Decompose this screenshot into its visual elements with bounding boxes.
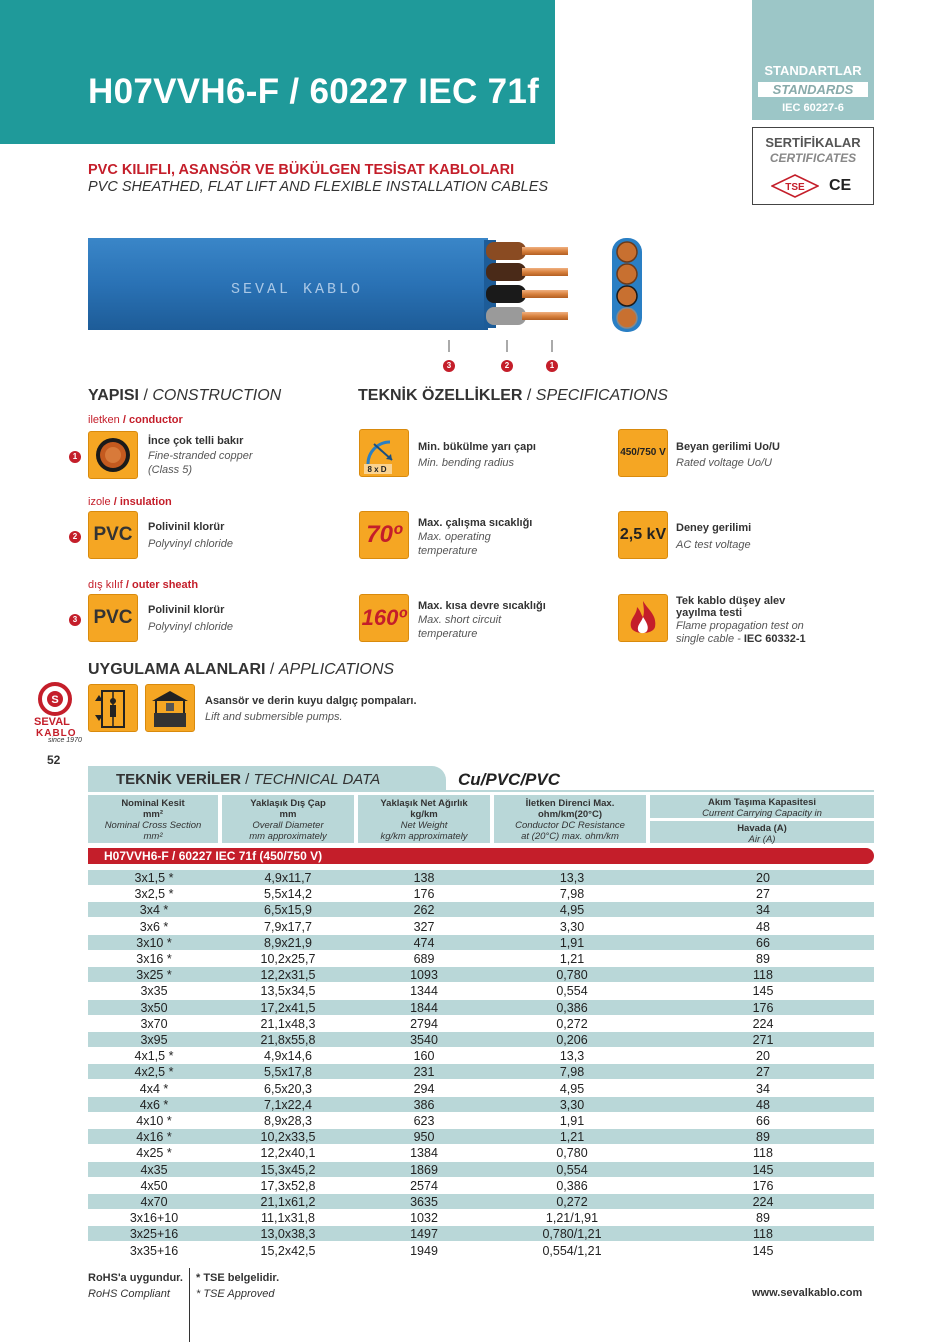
table-cell: 1093 — [410, 968, 438, 983]
tse-note-tr: * TSE belgelidir. — [196, 1272, 280, 1284]
table-cell: 1344 — [410, 984, 438, 999]
table-cell: 176 — [413, 887, 435, 902]
temp-op-en2: temperature — [418, 545, 478, 557]
pvc-icon: PVC — [88, 511, 138, 559]
table-cell: 66 — [756, 935, 770, 950]
table-cell: 4x50 — [140, 1178, 168, 1193]
table-cell: 7,1x22,4 — [264, 1097, 312, 1112]
table-row — [88, 1145, 874, 1161]
table-cell: 5,5x14,2 — [264, 887, 312, 902]
conductor-name-en: Fine-stranded copper — [148, 450, 253, 462]
table-cell: 3540 — [410, 1033, 438, 1047]
col-header-resistance: İletken Direnci Max. ohm/km(20°C) Conductor DC Resistance at (20°C) max. ohm/km — [494, 795, 646, 843]
seval-logo-icon — [36, 682, 82, 716]
table-cell: 3x2,5 * — [134, 887, 174, 902]
table-cell: 4x6 * — [139, 1097, 169, 1112]
col-header-capacity: Akım Taşıma Kapasitesi Current Carrying Capacity in — [650, 795, 874, 818]
table-cell: 10,2x33,5 — [260, 1130, 316, 1145]
insulation-tag: izole / insulation — [88, 496, 172, 508]
standards-label-en: STANDARDS — [772, 82, 854, 97]
table-row — [88, 1194, 874, 1210]
tse-note-en: * TSE Approved — [196, 1288, 275, 1300]
table-cell: 4x70 — [140, 1195, 168, 1209]
core-black — [486, 285, 526, 303]
temperature-70-icon: 70º — [359, 511, 409, 559]
table-row — [88, 919, 874, 935]
certificates-label-en: CERTIFICATES — [769, 151, 857, 165]
core-brown-2 — [486, 263, 526, 281]
table-row — [88, 1210, 874, 1226]
page-number: 52 — [47, 753, 61, 767]
table-cell: 8,9x28,3 — [264, 1114, 312, 1128]
standards-box — [752, 0, 874, 120]
svg-text:S: S — [51, 694, 59, 706]
table-cell: 3x70 — [140, 1016, 168, 1031]
tse-mark-icon — [771, 174, 819, 198]
table-cell: 3x6 * — [139, 919, 169, 934]
table-cell: 13,3 — [559, 871, 585, 885]
table-cell: 3x1,5 * — [134, 871, 174, 885]
table-cell: 176 — [752, 1000, 774, 1015]
flame-tr2: yayılma testi — [676, 607, 743, 619]
table-cell: 17,3x52,8 — [260, 1178, 316, 1193]
material-label: Cu/PVC/PVC — [458, 770, 561, 789]
table-cell: 4x4 * — [139, 1081, 169, 1096]
core-grey — [486, 307, 526, 325]
bend-tr: Min. bükülme yarı çapı — [418, 441, 536, 453]
table-cell: 224 — [752, 1016, 774, 1031]
table-cell: 327 — [413, 919, 435, 934]
table-cell: 623 — [413, 1114, 435, 1128]
table-cell: 8,9x21,9 — [264, 935, 312, 950]
table-row — [88, 1178, 874, 1194]
applications-en: Lift and submersible pumps. — [205, 711, 343, 723]
table-cell: 1,21 — [559, 1130, 585, 1145]
table-cell: 13,0x38,3 — [260, 1227, 316, 1242]
specifications-heading: TEKNİK ÖZELLİKLER / SPECIFICATIONS — [358, 387, 668, 404]
table-cell: 5,5x17,8 — [264, 1065, 312, 1080]
table-cell: 118 — [753, 1146, 773, 1161]
insulation-name-tr: Polivinil klorür — [148, 521, 225, 533]
table-cell: 1,91 — [559, 935, 585, 950]
table-cell: 0,206 — [556, 1033, 588, 1047]
table-row — [88, 1016, 874, 1032]
table-cell: 4x25 * — [136, 1146, 172, 1161]
table-row — [88, 967, 874, 983]
applications-tr: Asansör ve derin kuyu dalgıç pompaları. — [205, 695, 417, 707]
table-cell: 3x95 — [140, 1033, 168, 1047]
tse-mark-text: TSE — [785, 182, 805, 193]
table-cell: 474 — [413, 935, 435, 950]
standards-value: IEC 60227-6 — [782, 102, 844, 114]
subtitle-tr: PVC KILIFLI, ASANSÖR VE BÜKÜLGEN TESİSAT KABLOLARI — [88, 162, 515, 178]
logo-since: since 1970 — [48, 737, 82, 744]
copper-strands-icon — [88, 431, 138, 479]
core-brown-1 — [486, 242, 526, 260]
table-cell: 2574 — [410, 1178, 438, 1193]
table-cell: 4,95 — [559, 1081, 585, 1096]
table-cell: 48 — [756, 1097, 770, 1112]
table-cell: 4x2,5 * — [134, 1065, 174, 1080]
cable-print: SEVAL KABLO — [231, 281, 364, 298]
item-number-1: 1 — [69, 451, 81, 463]
table-cell: 7,9x17,7 — [264, 919, 312, 934]
table-cell: 12,2x40,1 — [260, 1146, 316, 1161]
table-cell: 0,780 — [556, 1146, 588, 1161]
table-cell: 1032 — [410, 1211, 438, 1226]
col-header-section: Nominal Kesit mm² Nominal Cross Section mm² — [88, 795, 218, 843]
table-cell: 294 — [413, 1081, 435, 1096]
table-cell: 4,95 — [559, 903, 585, 918]
table-cell: 7,98 — [559, 887, 585, 902]
table-cell: 3x35+16 — [129, 1243, 179, 1258]
table-cell: 0,386 — [556, 1178, 588, 1193]
elevator-icon — [88, 684, 138, 732]
table-cell: 3x25 * — [136, 968, 172, 983]
table-cell: 0,780 — [556, 968, 588, 983]
table-cell: 20 — [756, 871, 770, 885]
table-cell: 15,3x45,2 — [260, 1162, 316, 1177]
table-cell: 138 — [413, 871, 435, 885]
table-row — [88, 935, 874, 951]
rohs-tr: RoHS'a uygundur. — [88, 1272, 183, 1284]
bend-en: Min. bending radius — [418, 457, 515, 469]
footer-divider — [189, 1268, 190, 1342]
table-cell: 11,1x31,8 — [261, 1211, 315, 1226]
logo-name2: KABLO — [36, 728, 77, 739]
table-cell: 13,3 — [559, 1049, 585, 1064]
table-cell: 27 — [756, 1065, 770, 1080]
page-title: H07VVH6-F / 60227 IEC 71f — [88, 72, 540, 111]
table-cell: 3x35 — [140, 984, 168, 999]
table-cell: 1,21/1,91 — [545, 1211, 599, 1226]
conductor-tag: iletken / conductor — [88, 414, 183, 426]
table-cell: 34 — [756, 1081, 770, 1096]
col-header-air: Havada (A) Air (A) — [650, 821, 874, 843]
temp-sc-tr: Max. kısa devre sıcaklığı — [418, 600, 546, 612]
table-cell: 1497 — [410, 1227, 438, 1242]
applications-heading: UYGULAMA ALANLARI / APPLICATIONS — [88, 661, 395, 678]
table-cell: 3,30 — [559, 1097, 585, 1112]
item-number-2: 2 — [69, 531, 81, 543]
table-row — [88, 983, 874, 999]
table-cell: 4x10 * — [136, 1114, 172, 1128]
marker-3: 3 — [443, 360, 455, 372]
heading-rule — [88, 790, 874, 792]
table-row — [88, 1000, 874, 1016]
test-tr: Deney gerilimi — [676, 522, 752, 534]
table-cell: 21,8x55,8 — [260, 1033, 316, 1047]
certificates-box — [752, 127, 874, 205]
ce-mark-icon: CE — [829, 177, 852, 194]
table-cell: 4x16 * — [136, 1130, 172, 1145]
logo-name: SEVAL — [34, 716, 70, 728]
standards-label-tr: STANDARTLAR — [764, 63, 862, 78]
table-cell: 66 — [756, 1114, 770, 1128]
conductor-class: (Class 5) — [148, 464, 193, 476]
group-title: H07VVH6-F / 60227 IEC 71f (450/750 V) — [104, 849, 323, 863]
table-row — [88, 951, 874, 967]
table-cell: 118 — [753, 968, 773, 983]
conductor-name-tr: İnce çok telli bakır — [148, 435, 244, 447]
temp-op-en: Max. operating — [418, 531, 491, 543]
rohs-en: RoHS Compliant — [88, 1288, 170, 1300]
table-cell: 271 — [752, 1033, 774, 1047]
table-cell: 224 — [752, 1195, 774, 1209]
temp-sc-en2: temperature — [418, 628, 478, 640]
table-cell: 89 — [756, 1130, 770, 1145]
table-cell: 4x35 — [140, 1162, 168, 1177]
table-row — [88, 1081, 874, 1097]
table-cell: 145 — [752, 984, 774, 999]
flame-en: Flame propagation test on — [676, 620, 804, 632]
table-cell: 21,1x48,3 — [260, 1016, 316, 1031]
table-cell: 3x4 * — [139, 903, 169, 918]
col-header-weight: Yaklaşık Net Ağırlık kg/km Net Weight kg/km approximately — [358, 795, 490, 843]
col-header-diameter: Yaklaşık Dış Çap mm Overall Diameter mm approximately — [222, 795, 354, 843]
table-cell: 6,5x15,9 — [264, 903, 312, 918]
item-number-3: 3 — [69, 614, 81, 626]
table-cell: 4,9x14,6 — [264, 1049, 312, 1064]
table-cell: 6,5x20,3 — [264, 1081, 312, 1096]
table-cell: 689 — [413, 952, 435, 966]
marker-2: 2 — [501, 360, 513, 372]
table-cell: 17,2x41,5 — [260, 1000, 316, 1015]
table-cell: 1,21 — [559, 952, 585, 966]
table-cell: 7,98 — [559, 1065, 585, 1080]
table-cell: 145 — [752, 1243, 774, 1258]
bending-radius-icon — [359, 429, 409, 477]
temp-sc-en: Max. short circuit — [418, 614, 502, 626]
table-cell: 0,386 — [556, 1000, 588, 1015]
table-cell: 176 — [752, 1178, 774, 1193]
table-cell: 262 — [413, 903, 435, 918]
table-row — [88, 1162, 874, 1178]
insulation-name-en: Polyvinyl chloride — [148, 538, 233, 550]
table-row — [88, 870, 874, 886]
table-row — [88, 1129, 874, 1145]
table-cell: 1,91 — [559, 1114, 585, 1128]
table-cell: 13,5x34,5 — [260, 984, 316, 999]
temperature-160-icon: 160º — [359, 594, 409, 642]
table-cell: 386 — [413, 1097, 435, 1112]
table-cell: 3x25+16 — [129, 1227, 179, 1242]
sheath-tag: dış kılıf / outer sheath — [88, 579, 199, 591]
table-row — [88, 886, 874, 902]
table-row — [88, 902, 874, 918]
table-cell: 0,272 — [556, 1016, 588, 1031]
svg-text:8 x D: 8 x D — [367, 465, 387, 474]
table-cell: 160 — [413, 1049, 435, 1064]
table-cell: 0,780/1,21 — [542, 1227, 602, 1242]
table-cell: 1869 — [410, 1162, 438, 1177]
temp-op-tr: Max. çalışma sıcaklığı — [418, 517, 533, 529]
certificates-label-tr: SERTİFİKALAR — [765, 135, 861, 150]
table-cell: 21,1x61,2 — [260, 1195, 316, 1209]
table-cell: 0,272 — [556, 1195, 588, 1209]
website-link[interactable]: www.sevalkablo.com — [752, 1287, 863, 1299]
marker-1: 1 — [546, 360, 558, 372]
table-cell: 10,2x25,7 — [260, 952, 316, 966]
table-cell: 4x1,5 * — [134, 1049, 174, 1064]
table-cell: 34 — [756, 903, 770, 918]
table-row — [88, 1097, 874, 1113]
table-cell: 0,554 — [556, 1162, 588, 1177]
voltage-en: Rated voltage Uo/U — [676, 457, 772, 469]
test-voltage-icon: 2,5 kV — [618, 511, 668, 559]
table-cell: 20 — [756, 1049, 770, 1064]
flame-en2: single cable - IEC 60332-1 — [676, 633, 806, 645]
table-cell: 89 — [756, 1211, 770, 1226]
flame-icon — [618, 594, 668, 642]
table-row — [88, 1243, 874, 1259]
table-cell: 231 — [413, 1065, 435, 1080]
table-cell: 89 — [756, 952, 770, 966]
table-row — [88, 1032, 874, 1048]
table-cell: 1384 — [410, 1146, 438, 1161]
group-title-bar — [88, 848, 874, 864]
table-cell: 27 — [756, 887, 770, 902]
table-row — [88, 1226, 874, 1242]
table-cell: 4,9x11,7 — [264, 871, 312, 885]
table-cell: 15,2x42,5 — [260, 1243, 316, 1258]
table-cell: 3x16 * — [136, 952, 172, 966]
table-cell: 0,554 — [556, 984, 588, 999]
table-cell: 48 — [756, 919, 770, 934]
table-cell: 0,554/1,21 — [542, 1243, 602, 1258]
table-cell: 3635 — [410, 1195, 438, 1209]
sheath-name-tr: Polivinil klorür — [148, 604, 225, 616]
table-cell: 950 — [413, 1130, 435, 1145]
table-cell: 3x10 * — [136, 935, 172, 950]
table-cell: 145 — [752, 1162, 774, 1177]
pvc-icon: PVC — [88, 594, 138, 642]
table-cell: 3,30 — [559, 919, 585, 934]
table-row — [88, 1048, 874, 1064]
table-cell: 3x50 — [140, 1000, 168, 1015]
table-cell: 1949 — [410, 1243, 438, 1258]
subtitle-en: PVC SHEATHED, FLAT LIFT AND FLEXIBLE INSTALLATION CABLES — [88, 179, 549, 195]
table-cell: 1844 — [410, 1000, 438, 1015]
technical-heading: TEKNİK VERİLER / TECHNICAL DATA — [116, 771, 381, 788]
voltage-icon: 450/750 V — [618, 429, 668, 477]
table-row — [88, 1113, 874, 1129]
flame-tr: Tek kablo düşey alev — [676, 595, 786, 607]
construction-heading: YAPISI / CONSTRUCTION — [88, 387, 282, 404]
well-icon — [145, 684, 195, 732]
table-cell: 2794 — [410, 1016, 438, 1031]
test-en: AC test voltage — [676, 539, 751, 551]
table-cell: 118 — [753, 1227, 773, 1242]
voltage-tr: Beyan gerilimi Uo/U — [676, 441, 780, 453]
table-row — [88, 1064, 874, 1080]
sheath-name-en: Polyvinyl chloride — [148, 621, 233, 633]
table-cell: 12,2x31,5 — [260, 968, 316, 983]
table-cell: 3x16+10 — [129, 1211, 179, 1226]
cable-illustration — [88, 232, 678, 372]
